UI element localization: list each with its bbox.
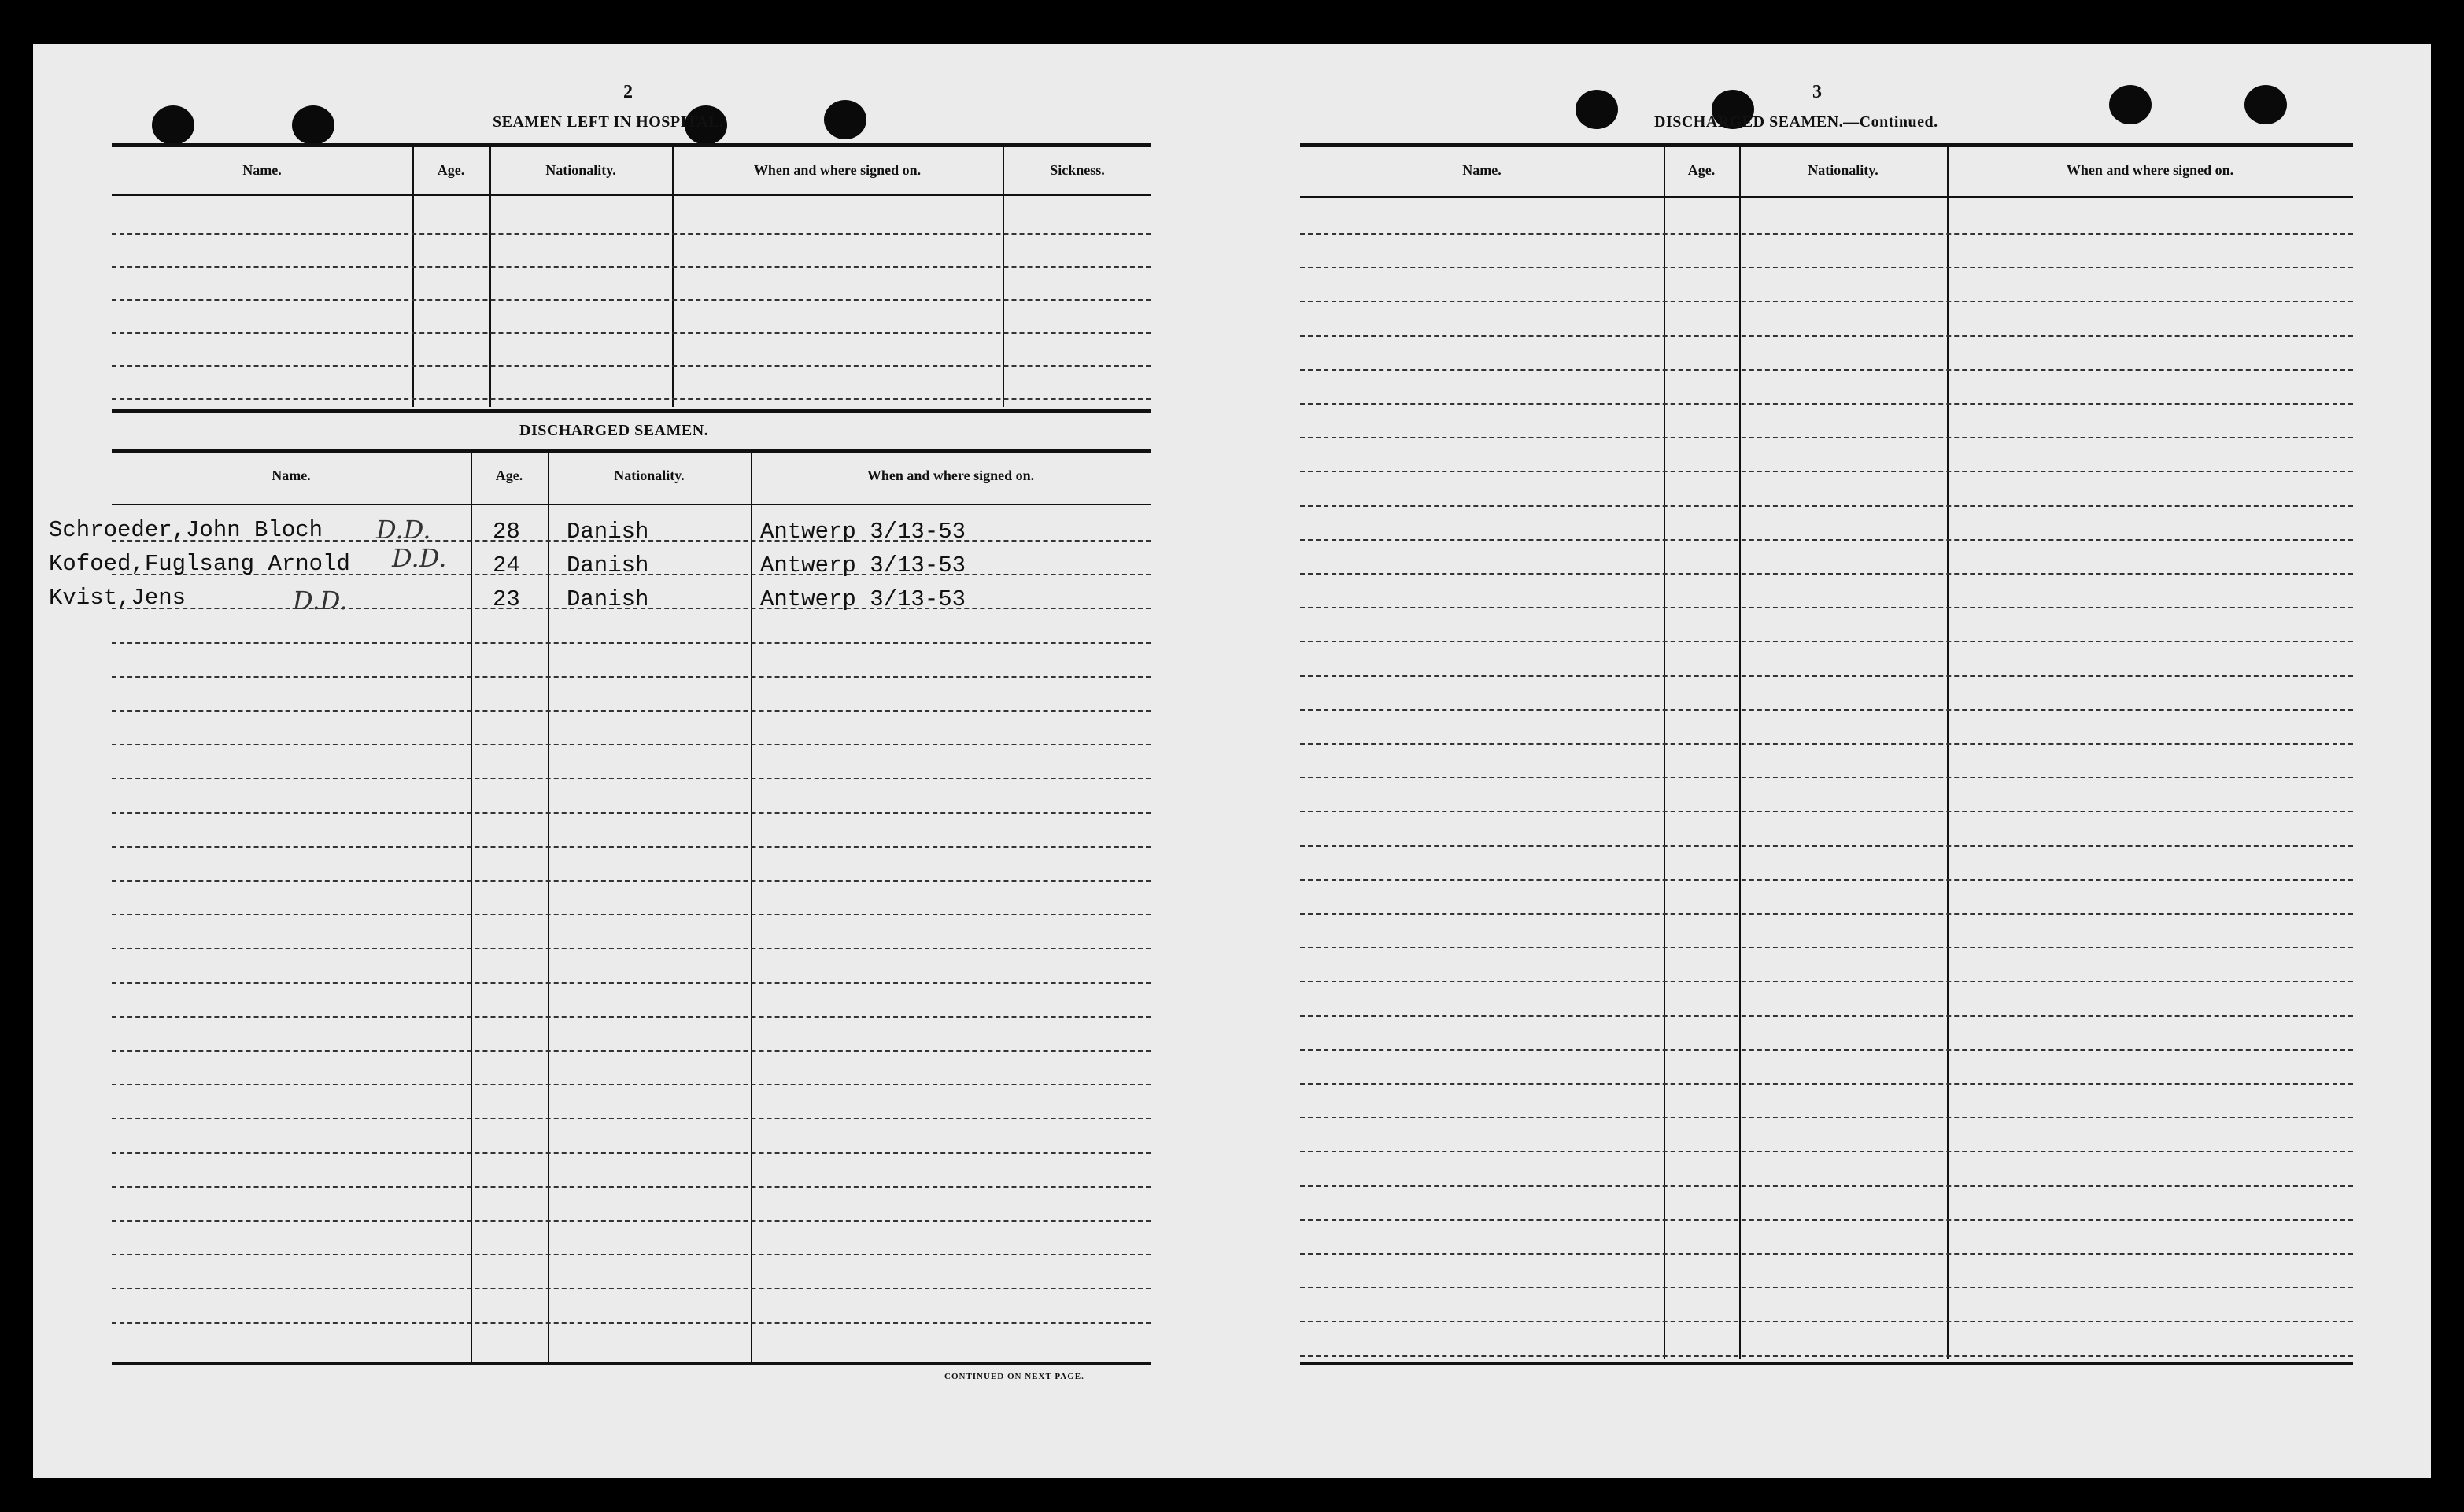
continued-section-title: DISCHARGED SEAMEN.—Continued. (1654, 113, 1938, 131)
ruled-line (1300, 675, 2353, 677)
ruled-line (112, 365, 1151, 367)
right-divider (1947, 147, 1949, 1359)
seaman-signed-on: Antwerp 3/13-53 (760, 553, 966, 579)
ruled-line (1300, 1219, 2353, 1221)
punch-hole (2244, 85, 2287, 124)
page-number-right: 3 (1812, 82, 1822, 102)
discharged-top-rule (112, 449, 1151, 453)
discharge-mark: D.D. (392, 543, 447, 573)
hospital-divider (1003, 147, 1004, 407)
ruled-line (112, 676, 1151, 678)
ruled-line (1300, 573, 2353, 575)
seaman-name: Schroeder,John Bloch (49, 517, 323, 543)
hospital-col-age: Age. (437, 162, 465, 178)
ruled-line (112, 1186, 1151, 1188)
ruled-line (112, 778, 1151, 779)
ruled-line (112, 1152, 1151, 1154)
ruled-line (112, 1118, 1151, 1119)
ruled-line (1300, 811, 2353, 812)
right-divider (1664, 147, 1665, 1359)
ruled-line (1300, 845, 2353, 847)
ruled-line (112, 710, 1151, 712)
ruled-line (112, 642, 1151, 644)
ruled-line (1300, 1185, 2353, 1187)
right-bottom-rule (1300, 1362, 2353, 1365)
punch-hole (2109, 85, 2152, 124)
hospital-col-signed-on: When and where signed on. (753, 162, 922, 178)
hospital-divider (489, 147, 491, 407)
ruled-line (1300, 1355, 2353, 1357)
right-divider (1739, 147, 1741, 1359)
discharged-header-rule (112, 504, 1151, 505)
hospital-col-sickness: Sickness. (1050, 162, 1105, 178)
hospital-col-name: Name. (242, 162, 282, 178)
discharged-col-signed-on: When and where signed on. (866, 468, 1035, 483)
seaman-signed-on: Antwerp 3/13-53 (760, 519, 966, 545)
ruled-line (112, 914, 1151, 915)
discharge-mark: D.D. (376, 515, 431, 545)
hospital-divider (672, 147, 674, 407)
right-col-nationality: Nationality. (1808, 162, 1878, 178)
hospital-section-title: SEAMEN LEFT IN HOSPITAL. (493, 113, 724, 131)
ruled-line (1300, 709, 2353, 711)
ruled-line (1300, 233, 2353, 235)
seaman-name: Kofoed,Fuglsang Arnold (49, 551, 350, 577)
hospital-divider (412, 147, 414, 407)
ruled-line (1300, 1015, 2353, 1017)
ruled-line (1300, 369, 2353, 371)
continued-note: CONTINUED ON NEXT PAGE. (944, 1372, 1084, 1381)
ruled-line (1300, 403, 2353, 405)
ruled-line (1300, 1253, 2353, 1255)
ruled-line (1300, 1151, 2353, 1152)
seaman-nationality: Danish (567, 519, 649, 545)
right-col-name: Name. (1462, 162, 1502, 178)
page-number-left: 2 (623, 82, 633, 102)
discharge-mark: D.D. (293, 586, 348, 616)
right-col-age: Age. (1687, 162, 1716, 178)
ruled-line (1300, 505, 2353, 507)
ruled-line (112, 1050, 1151, 1052)
ruled-line (112, 846, 1151, 848)
ruled-line (1300, 539, 2353, 541)
right-col-signed-on: When and where signed on. (2066, 162, 2234, 178)
punch-hole (152, 105, 194, 145)
right-header-rule (1300, 196, 2353, 198)
punch-hole (1576, 90, 1618, 129)
ruled-line (1300, 301, 2353, 302)
ruled-line (112, 1220, 1151, 1222)
ruled-line (112, 812, 1151, 814)
hospital-header-rule (112, 194, 1151, 196)
ruled-line (112, 398, 1151, 400)
ruled-line (1300, 607, 2353, 608)
seaman-age: 28 (493, 519, 520, 545)
ruled-line (112, 1084, 1151, 1085)
ruled-line (1300, 879, 2353, 881)
ruled-line (112, 332, 1151, 334)
discharged-divider (548, 453, 549, 1363)
seaman-nationality: Danish (567, 586, 649, 612)
ruled-line (1300, 335, 2353, 337)
ruled-line (1300, 1049, 2353, 1051)
ruled-line (112, 1016, 1151, 1018)
ruled-line (112, 1254, 1151, 1255)
punch-hole (824, 100, 866, 139)
ruled-line (1300, 981, 2353, 982)
ruled-line (1300, 1083, 2353, 1085)
ruled-line (1300, 641, 2353, 642)
seaman-age: 23 (493, 586, 520, 612)
ruled-line (1300, 913, 2353, 915)
ruled-line (1300, 267, 2353, 268)
hospital-col-nationality: Nationality. (545, 162, 616, 178)
ruled-line (112, 233, 1151, 235)
ruled-line (112, 982, 1151, 984)
seaman-signed-on: Antwerp 3/13-53 (760, 586, 966, 612)
punch-hole (292, 105, 334, 145)
ruled-line (112, 1322, 1151, 1324)
ruled-line (1300, 471, 2353, 472)
ruled-line (1300, 437, 2353, 438)
ruled-line (1300, 1117, 2353, 1118)
discharged-col-nationality: Nationality. (614, 468, 685, 483)
ruled-line (1300, 743, 2353, 745)
ruled-line (1300, 1287, 2353, 1288)
document-sheet (33, 44, 2431, 1478)
hospital-top-rule (112, 143, 1151, 147)
ruled-line (1300, 947, 2353, 948)
discharged-section-title: DISCHARGED SEAMEN. (519, 422, 709, 439)
discharged-divider (471, 453, 472, 1363)
ruled-line (1300, 1321, 2353, 1322)
seaman-name: Kvist,Jens (49, 585, 187, 611)
ruled-line (112, 1288, 1151, 1289)
seaman-age: 24 (493, 553, 520, 579)
seaman-nationality: Danish (567, 553, 649, 579)
ruled-line (112, 744, 1151, 745)
ruled-line (112, 948, 1151, 949)
ruled-line (112, 299, 1151, 301)
ruled-line (112, 266, 1151, 268)
hospital-bottom-rule (112, 409, 1151, 413)
right-top-rule (1300, 143, 2353, 147)
discharged-col-name: Name. (272, 468, 311, 483)
discharged-bottom-rule (112, 1362, 1151, 1365)
discharged-col-age: Age. (495, 468, 523, 483)
discharged-divider (751, 453, 752, 1363)
ruled-line (112, 880, 1151, 882)
ruled-line (1300, 777, 2353, 778)
